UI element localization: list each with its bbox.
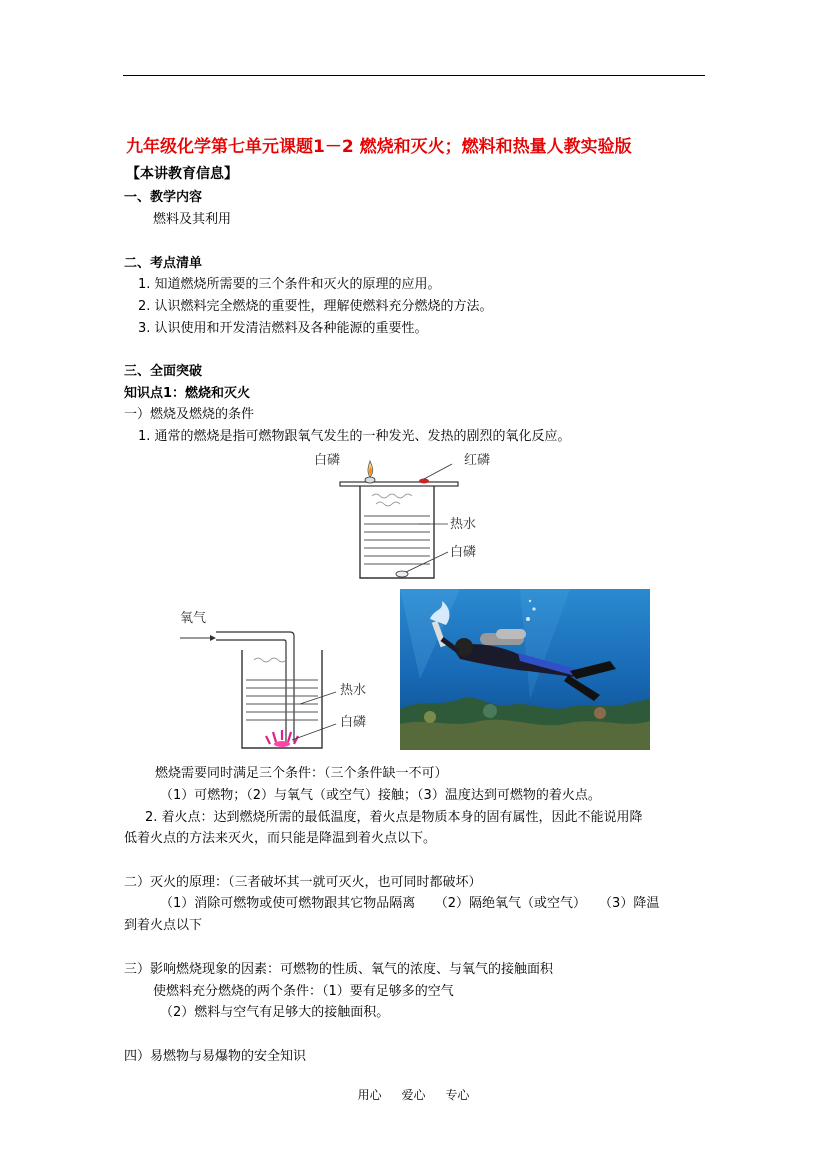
- header-rule: [123, 75, 705, 76]
- subsection-2-line-1: （1）消除可燃物或使可燃物跟其它物品隔离 （2）隔绝氧气（或空气） （3）降温: [160, 896, 660, 911]
- subsection-2-heading: 二）灭火的原理：（三者破坏其一就可灭火，也可同时都破坏）: [124, 875, 482, 890]
- section-2-heading: 二、考点清单: [124, 256, 203, 271]
- subsection-2-line-2: 到着火点以下: [124, 918, 203, 933]
- conditions-line-2: （1）可燃物；（2）与氧气（或空气）接触；（3）温度达到可燃物的着火点。: [160, 788, 601, 803]
- subsection-3-line-2: （2）燃料与空气有足够大的接触面积。: [160, 1005, 390, 1020]
- combustion-experiment-figure: [312, 452, 502, 584]
- knowledge-point-1-heading: 知识点1：燃烧和灭火: [124, 386, 251, 401]
- label-oxygen: 氧气: [180, 611, 207, 626]
- label-red-phosphorus: 红磷: [464, 453, 491, 468]
- subsection-3-heading: 三）影响燃烧现象的因素：可燃物的性质、氧气的浓度、与氧气的接触面积: [124, 962, 554, 977]
- label-white-phosphorus-top: 白磷: [314, 453, 341, 468]
- conditions-line-1: 燃烧需要同时满足三个条件：（三个条件缺一不可）: [155, 766, 448, 781]
- footer-text-3: 专心: [445, 1088, 470, 1102]
- label-hot-water: 热水: [450, 517, 477, 532]
- section-1-heading: 一、教学内容: [124, 190, 203, 205]
- underwater-diver-photo: [400, 589, 650, 750]
- list-item: 3. 认识使用和开发清洁燃料及各种能源的重要性。: [138, 321, 428, 336]
- page-footer: [0, 1086, 827, 1103]
- ignition-point-line-1: 2. 着火点：达到燃烧所需的最低温度，着火点是物质本身的固有属性，因此不能说用降: [145, 810, 643, 825]
- section-3-heading: 三、全面突破: [124, 364, 203, 379]
- label-hot-water-2: 热水: [340, 683, 367, 698]
- list-item: 2. 认识燃料完全燃烧的重要性，理解使燃料充分燃烧的方法。: [138, 299, 493, 314]
- footer-text-2: 爱心: [401, 1088, 426, 1102]
- subsection-4-heading: 四）易燃物与易爆物的安全知识: [124, 1049, 307, 1064]
- subsection-1-item-1: 1. 通常的燃烧是指可燃物跟氧气发生的一种发光、发热的剧烈的氧化反应。: [138, 429, 571, 444]
- section-1-text: 燃料及其利用: [153, 212, 232, 227]
- label-white-phosphorus-bottom: 白磷: [450, 545, 477, 560]
- underwater-combustion-figure: [176, 602, 396, 752]
- ignition-point-line-2: 低着火点的方法来灭火，而只能是降温到着火点以下。: [124, 831, 437, 846]
- list-item: 1. 知道燃烧所需要的三个条件和灭火的原理的应用。: [138, 277, 441, 292]
- footer-text-1: 用心: [357, 1088, 382, 1102]
- section-info: 【本讲教育信息】: [126, 166, 238, 182]
- subsection-3-line-1: 使燃料充分燃烧的两个条件：（1）要有足够多的空气: [153, 984, 454, 999]
- subsection-1-heading: 一）燃烧及燃烧的条件: [124, 407, 255, 422]
- document-title: 九年级化学第七单元课题1－2 燃烧和灭火；燃料和热量人教实验版: [126, 137, 632, 157]
- label-white-phosphorus-2: 白磷: [340, 715, 367, 730]
